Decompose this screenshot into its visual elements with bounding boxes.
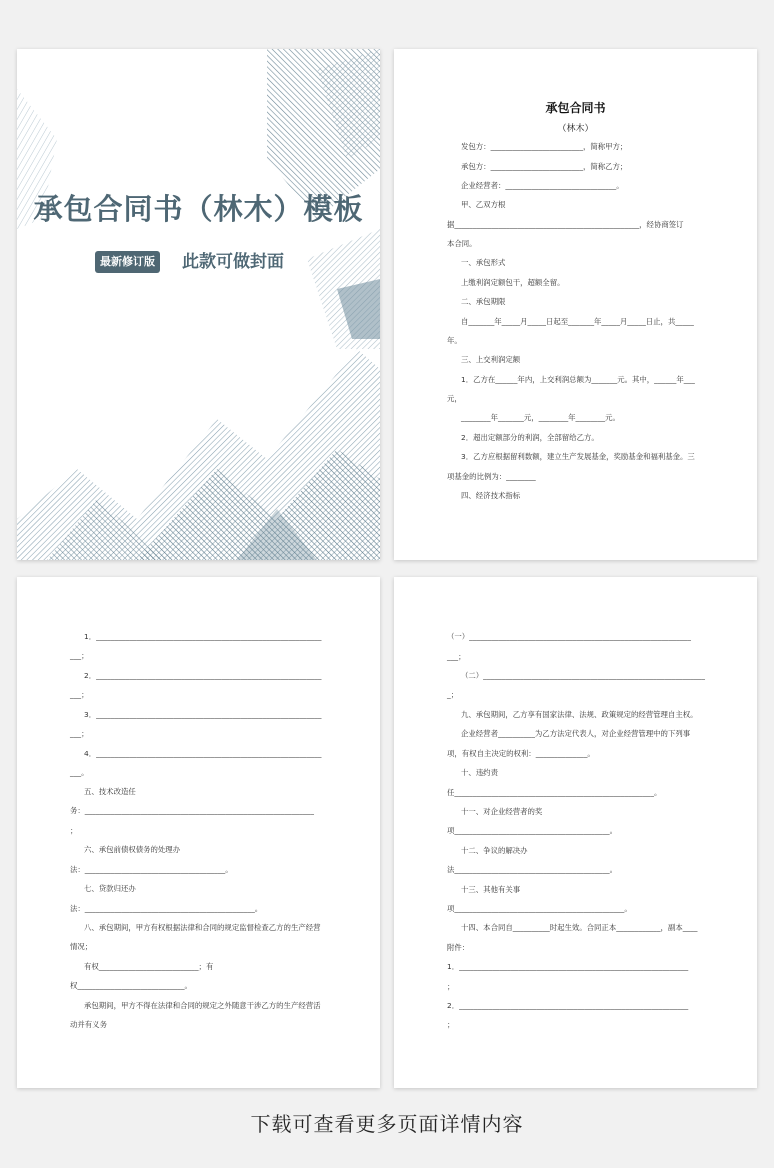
contract-line: 2．______________________________________________________________ [447,1001,689,1010]
contract-page-2 [17,577,380,1088]
contract-line: 年。 [447,336,462,345]
contract-line: 3．_____________________________________________________________ [84,710,322,719]
contract-line: 情况； [70,942,93,951]
contract-line: 法__________________________________________。 [447,865,617,874]
contract-line: 元， [447,394,462,403]
contract-line: 4．_____________________________________________________________ [84,749,322,758]
contract-line: 1．_____________________________________________________________ [84,632,322,641]
cover-geometric-pattern [17,49,380,560]
contract-page-1 [394,49,757,560]
contract-line: 发包方：_________________________，简称甲方； [461,142,628,151]
contract-line: 项基金的比例为：________ [447,472,536,481]
cover-title: 承包合同书（林木）模板 [33,192,364,226]
contract-line: 法：______________________________________________。 [70,904,263,913]
contract-line: 项，有权自主决定的权利：______________。 [447,749,595,758]
contract-line: _； [447,690,459,699]
contract-line: 自_______年_____月_____日起至_______年_____月_____日止，共_____ [461,317,694,326]
contract-line: 承包期间，甲方不得在法律和合同的规定之外随意干涉乙方的生产经营活 [84,1001,321,1010]
contract-line: 附件： [447,943,470,952]
contract-line: 六、承包前债权债务的处理办 [84,845,181,854]
contract-line: ___； [447,652,466,661]
contract-line: ___； [70,690,89,699]
contract-line: 十、违约责 [461,768,498,777]
contract-line: 企业经营者：______________________________。 [461,181,624,190]
contract-line: 据__________________________________________________，经协商签订 [447,220,684,229]
contract-line: 2．_____________________________________________________________ [84,671,322,680]
contract-line: 项__________________________________________。 [447,826,617,835]
contract-line: 企业经营者__________为乙方法定代表人，对企业经营管理中的下列事 [461,729,691,738]
contract-line: 八、承包期间，甲方有权根据法律和合同的规定监督检查乙方的生产经营 [84,923,321,932]
contract-line: 甲、乙双方根 [461,200,506,209]
contract-line: 上缴利润定额包干，超额全留。 [461,278,565,287]
contract-line: 1．______________________________________________________________ [447,962,689,971]
contract-line: （二）____________________________________________________________ [461,671,705,680]
contract-line: 承包方：_________________________，简称乙方； [461,162,628,171]
cover-subtitle: 此款可做封面 [182,252,284,272]
contract-line: 九、承包期间，乙方享有国家法律、法规、政策规定的经营管理自主权。 [461,710,698,719]
contract-line: ________年_______元，________年________元。 [461,413,620,422]
document-subtitle: （林木） [557,124,594,134]
document-title: 承包合同书 [545,101,606,115]
contract-line: 三、上交利润定额 [461,355,521,364]
download-prompt[interactable]: 下载可查看更多页面详情内容 [250,1112,524,1136]
contract-line: 本合同。 [447,239,477,248]
revision-badge: 最新修订版 [95,251,160,273]
contract-line: 权_____________________________。 [70,981,192,990]
contract-line: 3．乙方应根据留利数额，建立生产发展基金，奖励基金和福利基金。三 [461,452,695,461]
contract-line: ； [447,1020,455,1029]
cover-page [17,49,380,560]
contract-line: 动并有义务 [70,1020,107,1029]
contract-line: ___； [70,729,89,738]
contract-line: ； [447,982,455,991]
contract-line: 七、贷款归还办 [84,884,136,893]
contract-line: ； [70,826,78,835]
contract-line: 法：______________________________________。 [70,865,233,874]
contract-line: ___； [70,651,89,660]
contract-line: 四、经济技术指标 [461,491,521,500]
contract-line: 二、承包期限 [461,297,506,306]
contract-line: （一）____________________________________________________________ [447,632,691,641]
contract-line: 1．乙方在______年内，上交利润总额为_______元。其中，______年___ [461,375,695,384]
contract-line: 有权___________________________；有 [84,962,214,971]
contract-line: 务：______________________________________________________________ [70,806,314,815]
contract-line: 十三、其他有关事 [461,885,521,894]
contract-line: ___。 [70,768,89,777]
contract-line: 一、承包形式 [461,258,506,267]
contract-page-3 [394,577,757,1088]
contract-line: 十二、争议的解决办 [461,846,528,855]
contract-line: 十一、对企业经营者的奖 [461,807,543,816]
contract-line: 2．超出定额部分的利润，全部留给乙方。 [461,433,599,442]
contract-line: 五、技术改造任 [84,787,136,796]
contract-line: 任______________________________________________________。 [447,788,662,797]
contract-line: 十四、本合同自__________时起生效。合同正本____________，副本____ [461,923,698,932]
contract-line: 项______________________________________________。 [447,904,632,913]
